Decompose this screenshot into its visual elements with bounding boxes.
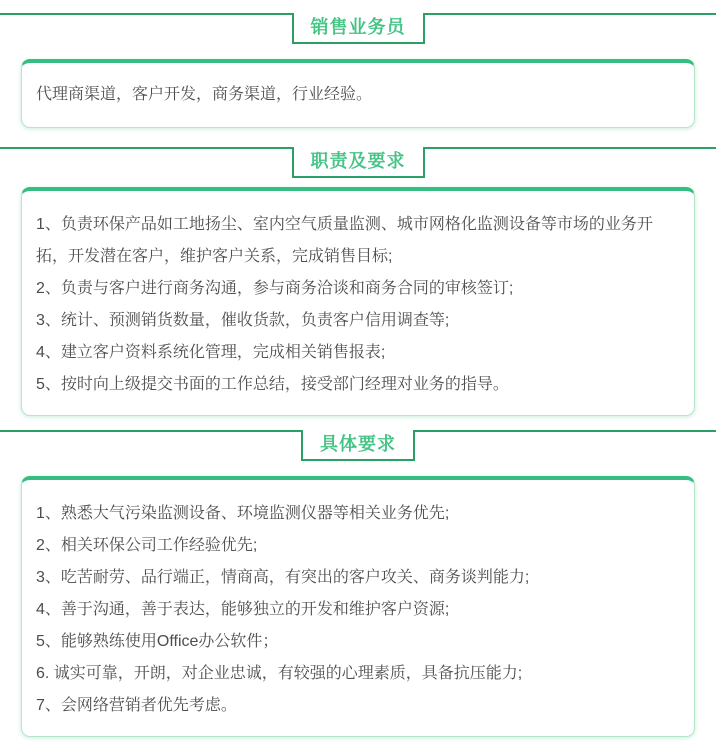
requirement-item: 3、吃苦耐劳、品行端正，情商高，有突出的客户攻关、商务谈判能力; <box>36 569 530 586</box>
responsibility-item: 4、建立客户资料系统化管理，完成相关销售报表; <box>36 344 386 361</box>
requirement-item: 7、会网络营销者优先考虑。 <box>36 697 237 714</box>
section-divider-2 <box>0 147 716 178</box>
section-job-title <box>0 13 716 128</box>
requirement-item: 1、熟悉大气污染监测设备、环境监测仪器等相关业务优先; <box>36 505 450 522</box>
responsibility-item: 1、负责环保产品如工地扬尘、室内空气质量监测、城市网格化监测设备等市场的业务开拓，开发潜在客户，维护客户关系，完成销售目标; <box>36 216 653 265</box>
requirement-item: 5、能够熟练使用Office办公软件； <box>36 633 279 650</box>
requirement-item: 2、相关环保公司工作经验优先; <box>36 537 258 554</box>
section-responsibilities <box>0 147 716 416</box>
job-title-text: 销售业务员 <box>310 17 406 37</box>
specific-requirements-title-tab <box>301 430 415 461</box>
requirement-item: 4、善于沟通，善于表达，能够独立的开发和维护客户资源; <box>36 601 450 618</box>
job-summary-text: 代理商渠道，客户开发，商务渠道，行业经验。 <box>36 86 373 103</box>
specific-requirements-box <box>21 476 695 737</box>
responsibilities-title-tab <box>292 147 425 178</box>
requirement-item: 6. 诚实可靠，开朗，对企业忠诚，有较强的心理素质，具备抗压能力; <box>36 665 523 682</box>
responsibilities-box <box>21 187 695 416</box>
responsibility-item: 5、按时向上级提交书面的工作总结，接受部门经理对业务的指导。 <box>36 376 509 393</box>
responsibilities-title-text: 职责及要求 <box>310 151 406 171</box>
specific-requirements-title-text: 具体要求 <box>320 434 396 454</box>
section-divider-1 <box>0 13 716 44</box>
responsibility-item: 2、负责与客户进行商务沟通，参与商务洽谈和商务合同的审核签订; <box>36 280 514 297</box>
job-summary-box <box>21 59 695 128</box>
job-title-tab <box>292 13 425 44</box>
section-divider-3 <box>0 430 716 461</box>
responsibility-item: 3、统计、预测销货数量，催收货款，负责客户信用调查等; <box>36 312 450 329</box>
section-specific-requirements <box>0 430 716 737</box>
